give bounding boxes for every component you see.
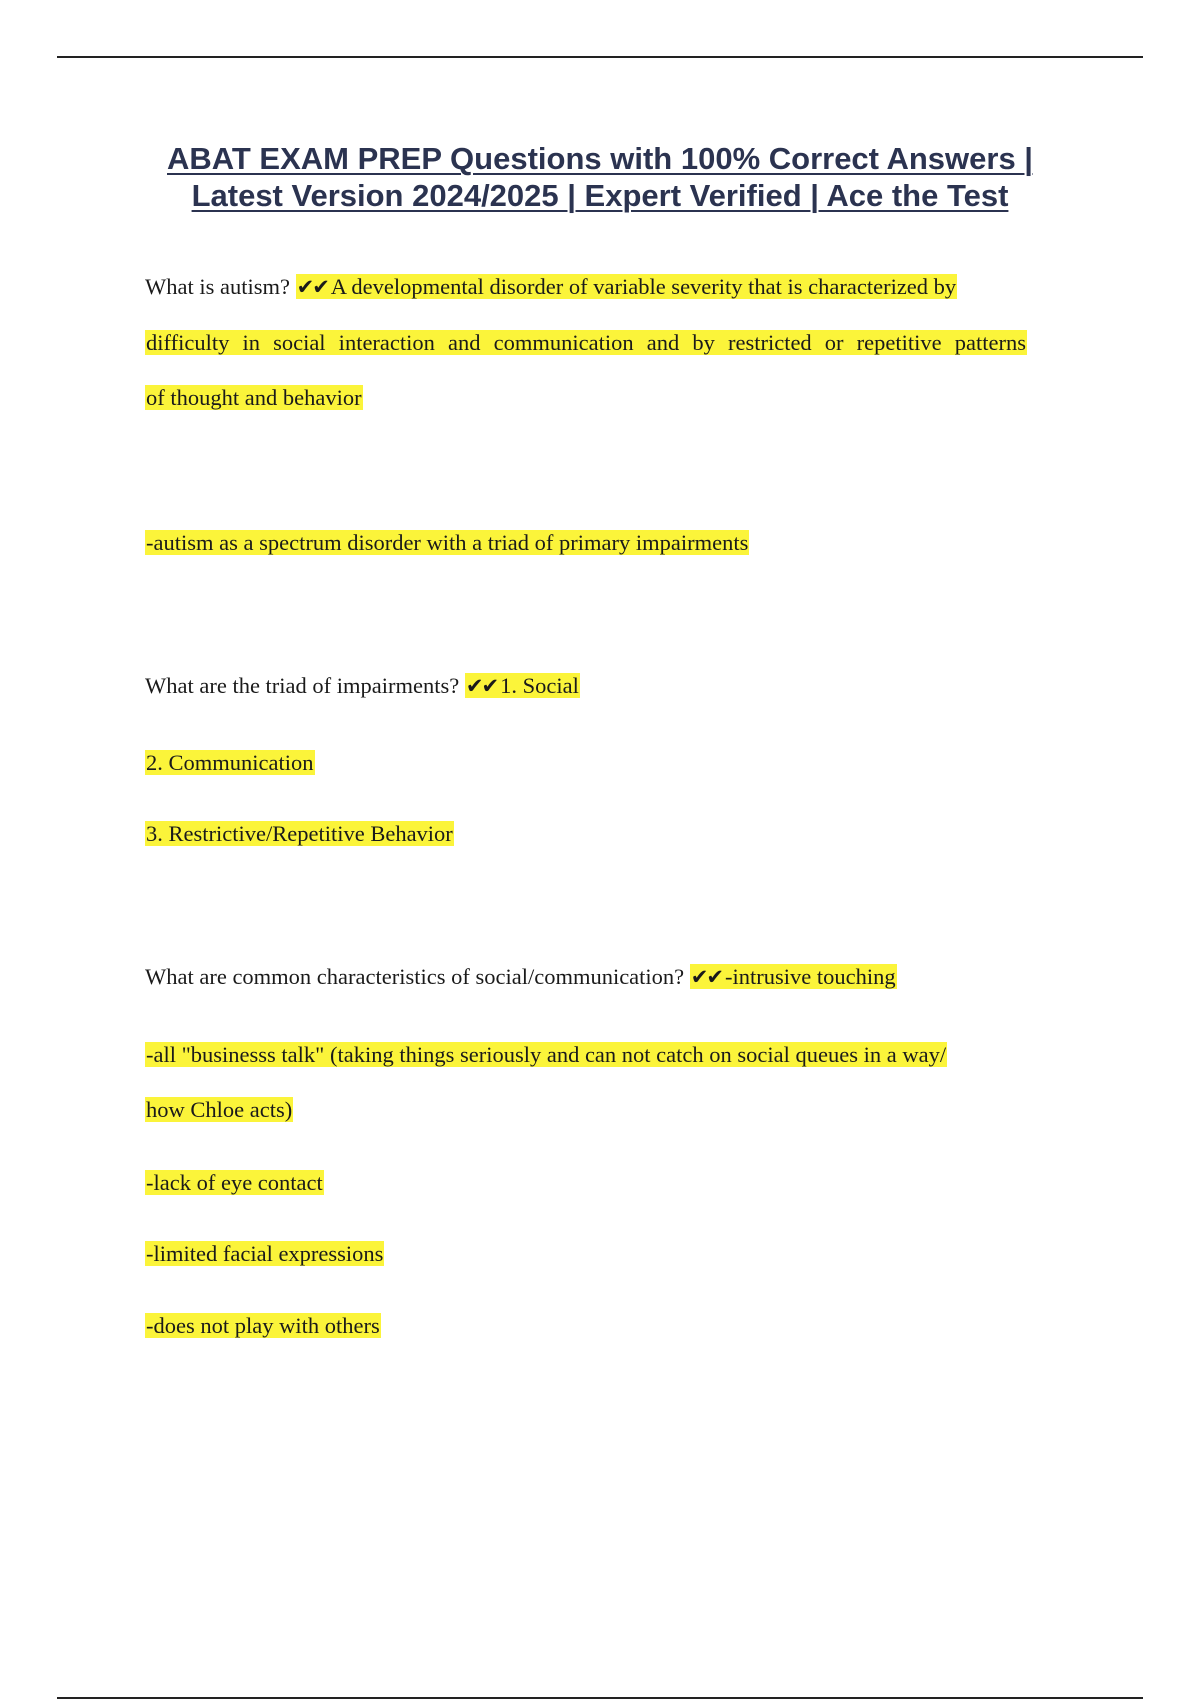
q2-question-line xyxy=(145,671,580,701)
title-line-2: Latest Version 2024/2025 | Expert Verified | Ace the Test xyxy=(191,178,1009,213)
footer-rule xyxy=(57,1697,1143,1699)
q1-note-wrap xyxy=(145,528,749,558)
q1-note: -autism as a spectrum disorder with a triad of primary impairments xyxy=(146,530,749,555)
q3-answer-item-2-line-1: -all "businesss talk" (taking things seriously and can not catch on social queues in a way/ xyxy=(146,1042,947,1067)
q2-answer-start xyxy=(465,673,580,698)
q3-answer-item-2-line-1-wrap xyxy=(145,1040,947,1070)
q3-answer-item-1: -intrusive touching xyxy=(724,964,896,989)
q1-answer-line-3-wrap xyxy=(145,383,363,413)
q3-answer-item-5-wrap xyxy=(145,1311,381,1341)
q2-answer-item-2-wrap xyxy=(145,748,315,778)
q2-answer-item-3-wrap xyxy=(145,819,454,849)
document-title xyxy=(80,140,1120,214)
q2-answer-item-2: 2. Communication xyxy=(146,750,314,775)
q2-answer-item-3: 3. Restrictive/Repetitive Behavior xyxy=(146,821,453,846)
q2-question: What are the triad of impairments? xyxy=(145,673,460,698)
q1-answer-start xyxy=(296,274,958,299)
q1-question: What is autism? xyxy=(145,274,290,299)
q1-answer-line-3: of thought and behavior xyxy=(146,385,362,410)
q1-answer-line-1: A developmental disorder of variable severity that is characterized by xyxy=(330,274,957,299)
header-rule xyxy=(57,56,1143,58)
q1-answer-line-2: difficulty in social interaction and communication and by restricted or repetitive patterns xyxy=(146,330,1026,355)
q3-answer-item-3-wrap xyxy=(145,1168,324,1198)
q3-answer-start xyxy=(690,964,897,989)
q1-answer-line-2-wrap xyxy=(145,328,1027,358)
check-mark-icon: ✔✔ xyxy=(296,275,328,299)
q3-answer-item-4-wrap xyxy=(145,1239,384,1269)
q3-answer-item-3: -lack of eye contact xyxy=(146,1170,323,1195)
check-mark-icon: ✔✔ xyxy=(690,965,722,989)
q3-answer-item-5: -does not play with others xyxy=(146,1313,380,1338)
q3-question: What are common characteristics of social/communication? xyxy=(145,964,685,989)
q3-answer-item-4: -limited facial expressions xyxy=(146,1241,384,1266)
q2-answer-item-1: 1. Social xyxy=(500,673,579,698)
title-line-1: ABAT EXAM PREP Questions with 100% Correct Answers | xyxy=(167,141,1033,176)
q3-answer-item-2-line-2-wrap xyxy=(145,1095,293,1125)
q1-question-line xyxy=(145,272,957,302)
q3-question-line xyxy=(145,962,897,992)
check-mark-icon: ✔✔ xyxy=(465,674,498,698)
q3-answer-item-2-line-2: how Chloe acts) xyxy=(146,1097,293,1122)
